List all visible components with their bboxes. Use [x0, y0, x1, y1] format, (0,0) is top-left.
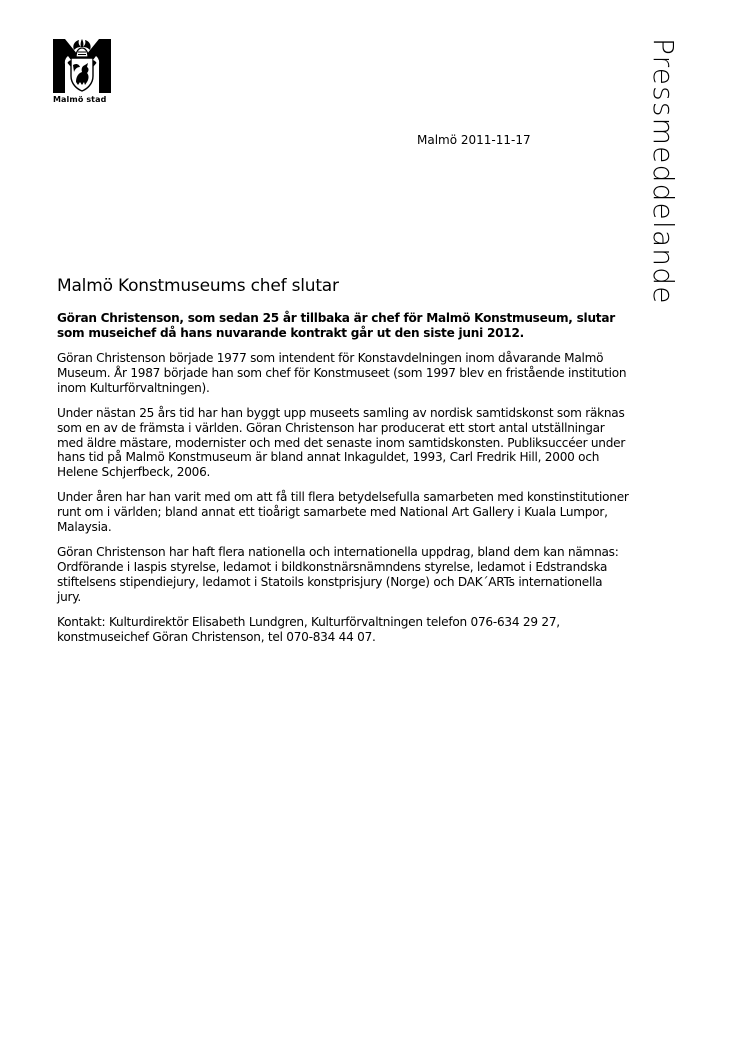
article-paragraph: Under åren har han varit med om att få till flera betydelsefulla samarbeten med konstinstitutioner runt om i världen; bland annat ett tioårigt samarbete med National Art Gallery i Kuala Lumpor, Malaysia.: [57, 490, 629, 535]
logo-caption: Malmö stad: [53, 95, 107, 104]
contact-paragraph: Kontakt: Kulturdirektör Elisabeth Lundgren, Kulturförvaltningen telefon 076-634 29 27, konstmuseichef Göran Christenson, tel 070-834 44 07.: [57, 614, 560, 644]
article-paragraph: Göran Christenson började 1977 som intendent för Konstavdelningen inom dåvarande Malmö Museum. År 1987 började han som chef för Konstmuseet (som 1997 blev en fristående institution inom Kulturförvaltningen).: [57, 351, 627, 395]
article-paragraph: Under nästan 25 års tid har han byggt upp museets samling av nordisk samtidskonst som räknas som en av de främsta i världen. Göran Christenson har producerat ett stort antal utställningar med äldre mästare, modernister och med det senaste inom samtidskonsten. Publiksuccéer under hans tid på Malmö Konstmuseum är bland annat Inkaguldet, 1993, Carl Fredrik Hill, 2000 och Helene Schjerfbeck, 2006.: [57, 405, 626, 480]
article-paragraph: Göran Christenson har haft flera nationella och internationella uppdrag, bland dem kan nämnas: Ordförande i Iaspis styrelse, ledamot i bildkonstnärsnämndens styrelse, ledamot i Edstrandska stiftelsens stipendiejury, ledamot i Statoils konstprisjury (Norge) och DAK´ARTs internationella jury.: [57, 544, 619, 604]
article-lead: Göran Christenson, som sedan 25 år tillbaka är chef för Malmö Konstmuseum, slutar som museichef då hans nuvarande kontrakt går ut den siste juni 2012.: [57, 311, 615, 340]
coat-of-arms-icon: [52, 38, 112, 94]
press-release-label: Pressmeddelande: [647, 38, 680, 305]
article-headline: Malmö Konstmuseums chef slutar: [57, 276, 339, 296]
malmo-stad-logo: [52, 38, 114, 104]
article-body: [57, 276, 629, 654]
dateline: Malmö 2011-11-17: [417, 133, 531, 147]
